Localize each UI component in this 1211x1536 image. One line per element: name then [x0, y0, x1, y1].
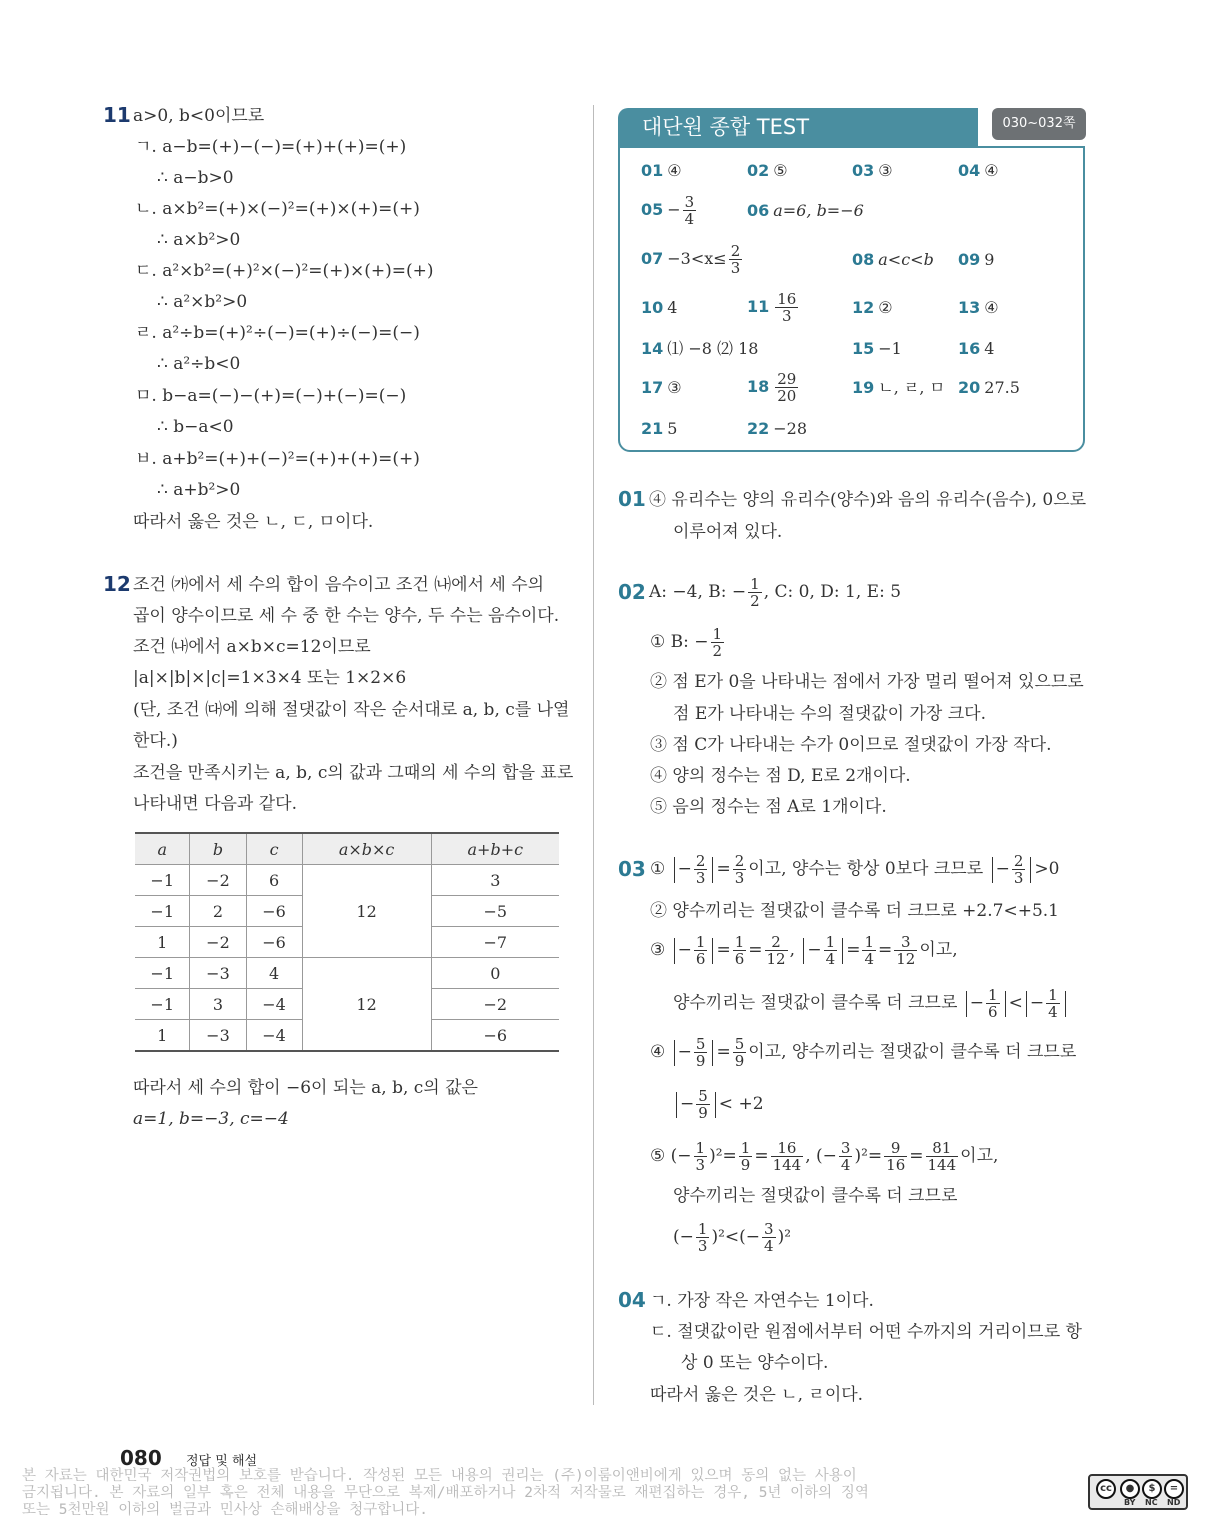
nc-label: NC: [1145, 1498, 1158, 1507]
table-cell: 1: [135, 927, 190, 958]
s03-line3: ③ − $\frac{1}{6}$ = $\frac{1}{6}$ = $\frac{2}{12}$ , − $\frac{1}{4}$ = $\frac{1}{4}$ = $\frac{3}{12}$ 이고,: [650, 933, 958, 968]
s03-line3b: 양수끼리는 절댓값이 클수록 더 크므로 − $\frac{1}{6}$ < − $\frac{1}{4}$: [673, 984, 1069, 1022]
s03-line5: ⑤ (− $\frac{1}{3}$ )²= $\frac{1}{9}$ = $\frac{16}{144}$ , (− $\frac{3}{4}$ )²= $\frac{9}{16}$ = $\frac{81}{144}$ 이고,: [650, 1139, 999, 1174]
s01-number: 01: [618, 487, 646, 511]
table-cell: 2: [190, 896, 246, 927]
q12-text: 조건을 만족시키는 a, b, c의 값과 그때의 세 수의 합을 표로: [133, 763, 574, 783]
q12-text: 조건 ㈏에서 a×b×c=12이므로: [133, 637, 371, 657]
q12-text: 곱이 양수이므로 세 수 중 한 수는 양수, 두 수는 음수이다.: [133, 606, 560, 626]
q11-conclusion: 따라서 옳은 것은 ㄴ, ㄷ, ㅁ이다.: [133, 512, 374, 532]
table-cell: −6: [431, 1020, 559, 1052]
s02-text: ⑤ 음의 정수는 점 A로 1개이다.: [650, 797, 887, 817]
q12-number: 12: [103, 572, 131, 596]
table-cell: −4: [246, 989, 302, 1020]
table-cell: 1: [135, 1020, 190, 1052]
q12-answer: a=1, b=−3, c=−4: [133, 1109, 289, 1129]
s02-line1: A: −4, B: − $\frac{1}{2}$ , C: 0, D: 1, E: 5: [649, 575, 902, 610]
q12-table: [135, 832, 559, 1052]
q12-text: 조건 ㈎에서 세 수의 합이 음수이고 조건 ㈏에서 세 수의: [133, 575, 545, 595]
answer-01: 01 ④: [641, 161, 682, 180]
q11-number: 11: [103, 103, 131, 127]
footer-label: 정답 및 해설: [186, 1454, 258, 1469]
notice-line: 또는 5천만원 이하의 벌금과 민사상 손해배상을 청구합니다.: [22, 1502, 429, 1518]
answer-02: 02 ⑤: [747, 161, 788, 180]
table-cell: −6: [246, 896, 302, 927]
s04-text: 상 0 또는 양수이다.: [681, 1353, 829, 1373]
s02-line2: ① B: − $\frac{1}{2}$: [650, 625, 723, 660]
table-cell: −5: [431, 896, 559, 927]
answer-20: 20 27.5: [958, 378, 1020, 397]
table-cell: 3: [431, 865, 559, 896]
answer-15: 15 −1: [852, 339, 902, 358]
table-cell: −1: [135, 896, 190, 927]
cc-license-badge: [1088, 1474, 1188, 1510]
q12-conclusion: 따라서 세 수의 합이 −6이 되는 a, b, c의 값은: [133, 1078, 478, 1098]
s02-text: 점 E가 나타내는 수의 절댓값이 가장 크다.: [673, 704, 986, 724]
table-cell: −3: [190, 1020, 246, 1052]
answer-06: 06 a=6, b=−6: [747, 201, 864, 220]
q11-line: ∴ a²×b²>0: [157, 292, 248, 312]
q11-line: ∴ a²÷b<0: [157, 354, 241, 374]
by-label: BY: [1124, 1498, 1136, 1507]
s02-text: ③ 점 C가 나타내는 수가 0이므로 절댓값이 가장 작다.: [650, 735, 1052, 755]
q11-line: ∴ b−a<0: [157, 417, 234, 437]
answer-07: 07 −3<x≤ $\frac{2}{3}$: [641, 242, 741, 277]
answer-03: 03 ③: [852, 161, 893, 180]
table-cell: 12: [302, 958, 431, 1052]
answer-11: 11 $\frac{16}{3}$: [747, 290, 797, 325]
notice-line: 금지됩니다. 본 자료의 일부 혹은 전체 내용을 무단으로 복제/배포하거나 2차적 저작물로 재편집하는 경우, 5년 이하의 징역: [22, 1485, 869, 1501]
person-icon: ●: [1120, 1479, 1140, 1499]
answer-17: 17 ③: [641, 378, 682, 397]
table-cell: −7: [431, 927, 559, 958]
table-cell: 12: [302, 865, 431, 958]
s01-text: 이루어져 있다.: [673, 522, 783, 542]
s04-conclusion: 따라서 옳은 것은 ㄴ, ㄹ이다.: [650, 1385, 864, 1405]
nd-label: ND: [1167, 1498, 1181, 1507]
q11-line: ∴ a×b²>0: [157, 230, 241, 250]
s03-number: 03: [618, 857, 646, 881]
s03-line4b: − $\frac{5}{9}$ < +2: [673, 1085, 764, 1123]
q12-text: 한다.): [133, 731, 178, 751]
answer-16: 16 4: [958, 339, 995, 358]
notice-line: 본 자료는 대한민국 저작권법의 보호를 받습니다. 작성된 모든 내용의 권리는 (주)이룸이앤비에게 있으며 동의 없는 사용이: [22, 1468, 857, 1484]
table-row: [135, 958, 559, 989]
q11-line: ㄴ. a×b²=(+)×(−)²=(+)×(+)=(+): [135, 199, 420, 219]
answer-14: 14 ⑴ −8 ⑵ 18: [641, 339, 759, 358]
s04-text: ㄱ. 가장 작은 자연수는 1이다.: [650, 1291, 874, 1311]
s03-line4: ④ − $\frac{5}{9}$ = $\frac{5}{9}$ 이고, 양수끼리는 절댓값이 클수록 더 크므로: [650, 1035, 1077, 1070]
q11-line: ㅂ. a+b²=(+)+(−)²=(+)+(+)=(+): [135, 449, 420, 469]
q12-text: |a|×|b|×|c|=1×3×4 또는 1×2×6: [133, 668, 407, 688]
table-header: a: [135, 833, 190, 865]
table-cell: −2: [190, 927, 246, 958]
table-cell: 6: [246, 865, 302, 896]
answer-05: 05 − $\frac{3}{4}$: [641, 193, 695, 228]
q11-line: ㄱ. a−b=(+)−(−)=(+)+(+)=(+): [135, 137, 407, 157]
q11-intro: a>0, b<0이므로: [133, 106, 265, 126]
noderivs-icon: =: [1164, 1479, 1184, 1499]
table-cell: −1: [135, 958, 190, 989]
s02-text: ② 점 E가 0을 나타내는 점에서 가장 멀리 떨어져 있으므로: [650, 672, 1084, 692]
table-cell: 0: [431, 958, 559, 989]
q11-line: ㅁ. b−a=(−)−(+)=(−)+(−)=(−): [135, 386, 407, 406]
s01-text: ④ 유리수는 양의 유리수(양수)와 음의 유리수(음수), 0으로: [649, 490, 1087, 510]
table-header: a+b+c: [431, 833, 559, 865]
s04-number: 04: [618, 1288, 646, 1312]
q11-line: ㄹ. a²÷b=(+)²÷(−)=(+)÷(−)=(−): [135, 323, 420, 343]
answer-09: 09 9: [958, 250, 995, 269]
table-header: c: [246, 833, 302, 865]
s03-line1: ① − $\frac{2}{3}$ = $\frac{2}{3}$ 이고, 양수는 항상 0보다 크므로 − $\frac{2}{3}$ >0: [650, 852, 1060, 887]
answer-21: 21 5: [641, 419, 678, 438]
q12-text: 나타내면 다음과 같다.: [133, 794, 298, 814]
s03-line5b: 양수끼리는 절댓값이 클수록 더 크므로: [673, 1186, 958, 1206]
answer-10: 10 4: [641, 298, 678, 317]
answer-04: 04 ④: [958, 161, 999, 180]
answer-13: 13 ④: [958, 298, 999, 317]
table-cell: −3: [190, 958, 246, 989]
s04-text: ㄷ. 절댓값이란 원점에서부터 어떤 수까지의 거리이므로 항: [650, 1322, 1082, 1342]
noncommercial-icon: $: [1142, 1479, 1162, 1499]
s03-line5c: (− $\frac{1}{3}$ )²<(− $\frac{3}{4}$ )²: [673, 1220, 792, 1255]
cc-icon: cc: [1096, 1479, 1116, 1499]
table-cell: −1: [135, 865, 190, 896]
table-header: a×b×c: [302, 833, 431, 865]
test-pages-badge: 030~032쪽: [992, 108, 1086, 140]
table-cell: −6: [246, 927, 302, 958]
q11-line: ㄷ. a²×b²=(+)²×(−)²=(+)×(+)=(+): [135, 261, 434, 281]
table-cell: 3: [190, 989, 246, 1020]
q11-line: ∴ a+b²>0: [157, 480, 241, 500]
answer-12: 12 ②: [852, 298, 893, 317]
q12-text: (단, 조건 ㈐에 의해 절댓값이 작은 순서대로 a, b, c를 나열: [133, 700, 570, 720]
s02-text: ④ 양의 정수는 점 D, E로 2개이다.: [650, 766, 911, 786]
table-cell: −1: [135, 989, 190, 1020]
column-divider: [593, 105, 594, 1405]
table-cell: −4: [246, 1020, 302, 1052]
q11-line: ∴ a−b>0: [157, 168, 234, 188]
copyright-notice: [22, 1468, 1062, 1519]
answer-18: 18 $\frac{29}{20}$: [747, 370, 797, 405]
table-cell: −2: [190, 865, 246, 896]
table-row: [135, 865, 559, 896]
table-cell: −2: [431, 989, 559, 1020]
table-header: b: [190, 833, 246, 865]
table-cell: 4: [246, 958, 302, 989]
answer-22: 22 −28: [747, 419, 808, 438]
test-title: 대단원 종합 TEST: [618, 108, 978, 146]
s03-line2: ② 양수끼리는 절댓값이 클수록 더 크므로 +2.7<+5.1: [650, 901, 1059, 921]
s02-number: 02: [618, 580, 646, 604]
answer-19: 19 ㄴ, ㄹ, ㅁ: [852, 378, 945, 397]
answer-08: 08 a<c<b: [852, 250, 934, 269]
page-number: 080: [120, 1446, 162, 1470]
